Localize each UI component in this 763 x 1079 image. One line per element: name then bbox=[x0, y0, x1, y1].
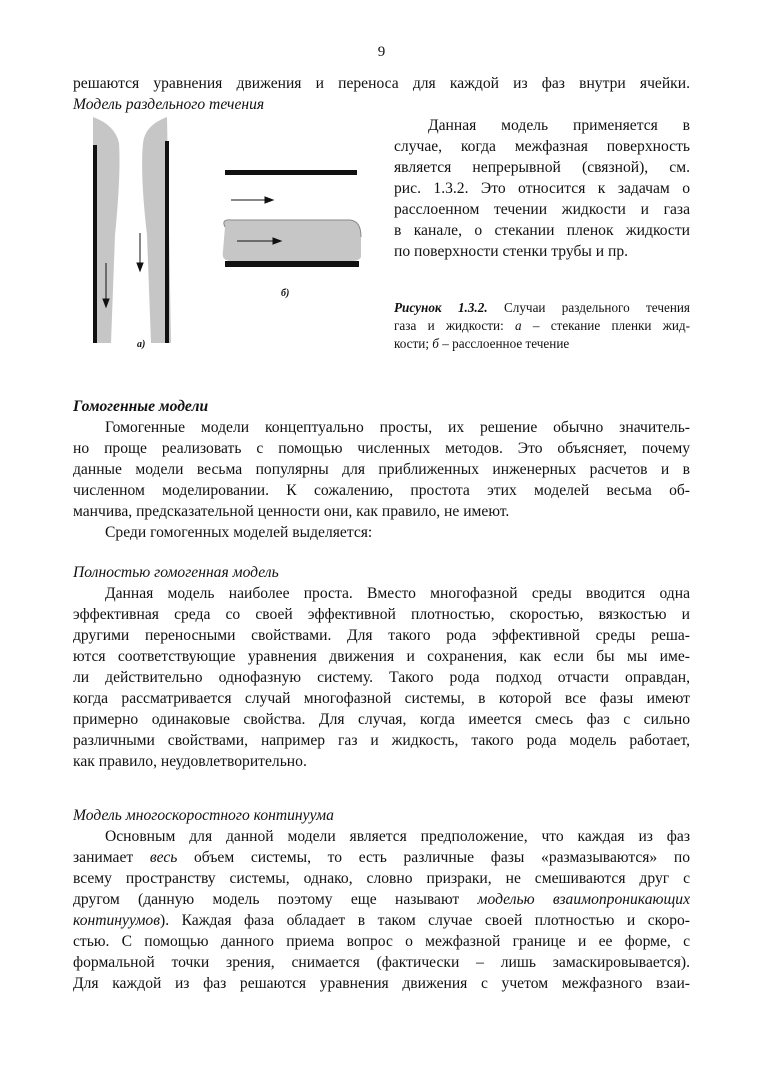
top-wall bbox=[225, 170, 357, 175]
paragraph-line: Для каждой из фаз решаются уравнения движения с учетом межфазного взаи- bbox=[73, 975, 690, 992]
section-heading-separated: Модель раздельного течения bbox=[73, 96, 265, 113]
paragraph-line bbox=[73, 910, 690, 931]
paragraph-line: эффективная среда со своей эффективной плотностью, скоростью, вязкостью и bbox=[73, 606, 690, 623]
caption-letter-b: б bbox=[432, 336, 439, 351]
paragraph-line: Основным для данной модели является предположение, что каждая из фаз bbox=[105, 828, 690, 845]
paragraph-line: другими переносными свойствами. Для такого рода эффективной среды реша- bbox=[73, 627, 690, 644]
paragraph-line: примерно одинаковые свойства. Для случая, когда имеется смесь фаз с сильно bbox=[73, 711, 690, 728]
paragraph-line: Среди гомогенных моделей выделяется: bbox=[105, 524, 373, 541]
caption-text: кости; bbox=[394, 336, 433, 351]
paragraph-line: всему пространству системы, однако, словно призраки, не смешиваются друг с bbox=[73, 870, 690, 887]
section-heading-multispeed: Модель многоскоростного континуума bbox=[73, 807, 334, 824]
paragraph-line bbox=[73, 847, 690, 868]
caption-text: газа и жидкости: bbox=[394, 318, 516, 333]
paragraph-line: Гомогенные модели концептуально просты, их решение обычно значитель- bbox=[105, 419, 690, 436]
side-line: расслоенном течении жидкости и газа bbox=[394, 201, 690, 218]
caption-text: – расслоенное течение bbox=[438, 336, 570, 351]
paragraph-line: манчива, предсказательной ценности они, как правило, не имеют. bbox=[73, 503, 510, 520]
section-heading-homogeneous: Гомогенные модели bbox=[73, 398, 209, 415]
top-line: решаются уравнения движения и переноса для каждой из фаз внутри ячейки. bbox=[73, 75, 690, 92]
section-heading-fully-homogeneous: Полностью гомогенная модель bbox=[73, 564, 279, 581]
text-run: ). Каждая фаза обладает в таком случае своей плотностью и скоро- bbox=[160, 912, 690, 929]
side-line: Данная модель применяется в bbox=[428, 117, 690, 134]
paragraph-line: стью. С помощью данного приема вопрос о межфазной границе и ее форме, с bbox=[73, 933, 690, 950]
paragraph-line bbox=[73, 889, 690, 910]
paragraph-line: но проще реализовать с помощью численных методов. Это объясняет, почему bbox=[73, 440, 690, 457]
figure-caption bbox=[394, 299, 690, 353]
label-a: а) bbox=[137, 339, 146, 350]
paragraph-line: формальной точки зрения, снимается (фактически – лишь замаскировывается). bbox=[73, 954, 690, 971]
side-line: является непрерывной (связной), см. bbox=[394, 159, 690, 176]
bottom-wall bbox=[225, 261, 359, 267]
figure-separated-flow bbox=[85, 115, 385, 365]
side-line: в канале, о стекании пленок жидкости bbox=[394, 222, 690, 239]
text-run-italic: континуумов bbox=[73, 912, 160, 929]
text-run: занимает bbox=[73, 849, 150, 866]
arrow-gas-right bbox=[231, 197, 273, 203]
paragraph-line: данные модели весьма популярны для приближенных инженерных расчетов и в bbox=[73, 461, 690, 478]
paragraph-line: Данная модель наиболее проста. Вместо многофазной среды вводится одна bbox=[105, 585, 690, 602]
text-run: объем системы, то есть различные фазы «размазываются» по bbox=[177, 849, 691, 866]
paragraph-line: ли действительно однофазную систему. Такого рода подход отчасти оправдан, bbox=[73, 669, 690, 686]
text-run: другом (данную модель поэтому еще называют bbox=[73, 891, 478, 908]
liquid-layer bbox=[223, 220, 361, 261]
caption-text: Случаи раздельного течения bbox=[487, 300, 691, 315]
paragraph-line: когда рассматривается случай многофазной системы, в которой все фазы имеют bbox=[73, 690, 690, 707]
page-number: 9 bbox=[377, 44, 386, 60]
arrow-gas-down bbox=[137, 233, 143, 271]
caption-label: Рисунок 1.3.2. bbox=[394, 300, 488, 315]
paragraph-line: как правило, неудовлетворительно. bbox=[73, 753, 307, 770]
caption-letter-a: а bbox=[515, 318, 522, 333]
side-line: случае, когда межфазная поверхность bbox=[394, 138, 690, 155]
caption-text: – стекание пленки жид- bbox=[521, 318, 690, 333]
label-b: б) bbox=[281, 288, 290, 299]
side-line: по поверхности стенки трубы и пр. bbox=[394, 243, 629, 260]
text-run-italic: моделью взаимопроникающих bbox=[477, 891, 690, 908]
text-run-italic: весь bbox=[149, 849, 178, 866]
side-line: рис. 1.3.2. Это относится к задачам о bbox=[394, 180, 690, 197]
side-paragraph bbox=[394, 115, 690, 262]
paragraph-line: различными свойствами, например газ и жидкость, такого рода модель работает, bbox=[73, 732, 690, 749]
paragraph-line: численном моделировании. К сожалению, простота этих моделей весьма об- bbox=[73, 482, 690, 499]
paragraph-line: ются соответствующие уравнения движения и сохранения, как если бы мы име- bbox=[73, 648, 690, 665]
